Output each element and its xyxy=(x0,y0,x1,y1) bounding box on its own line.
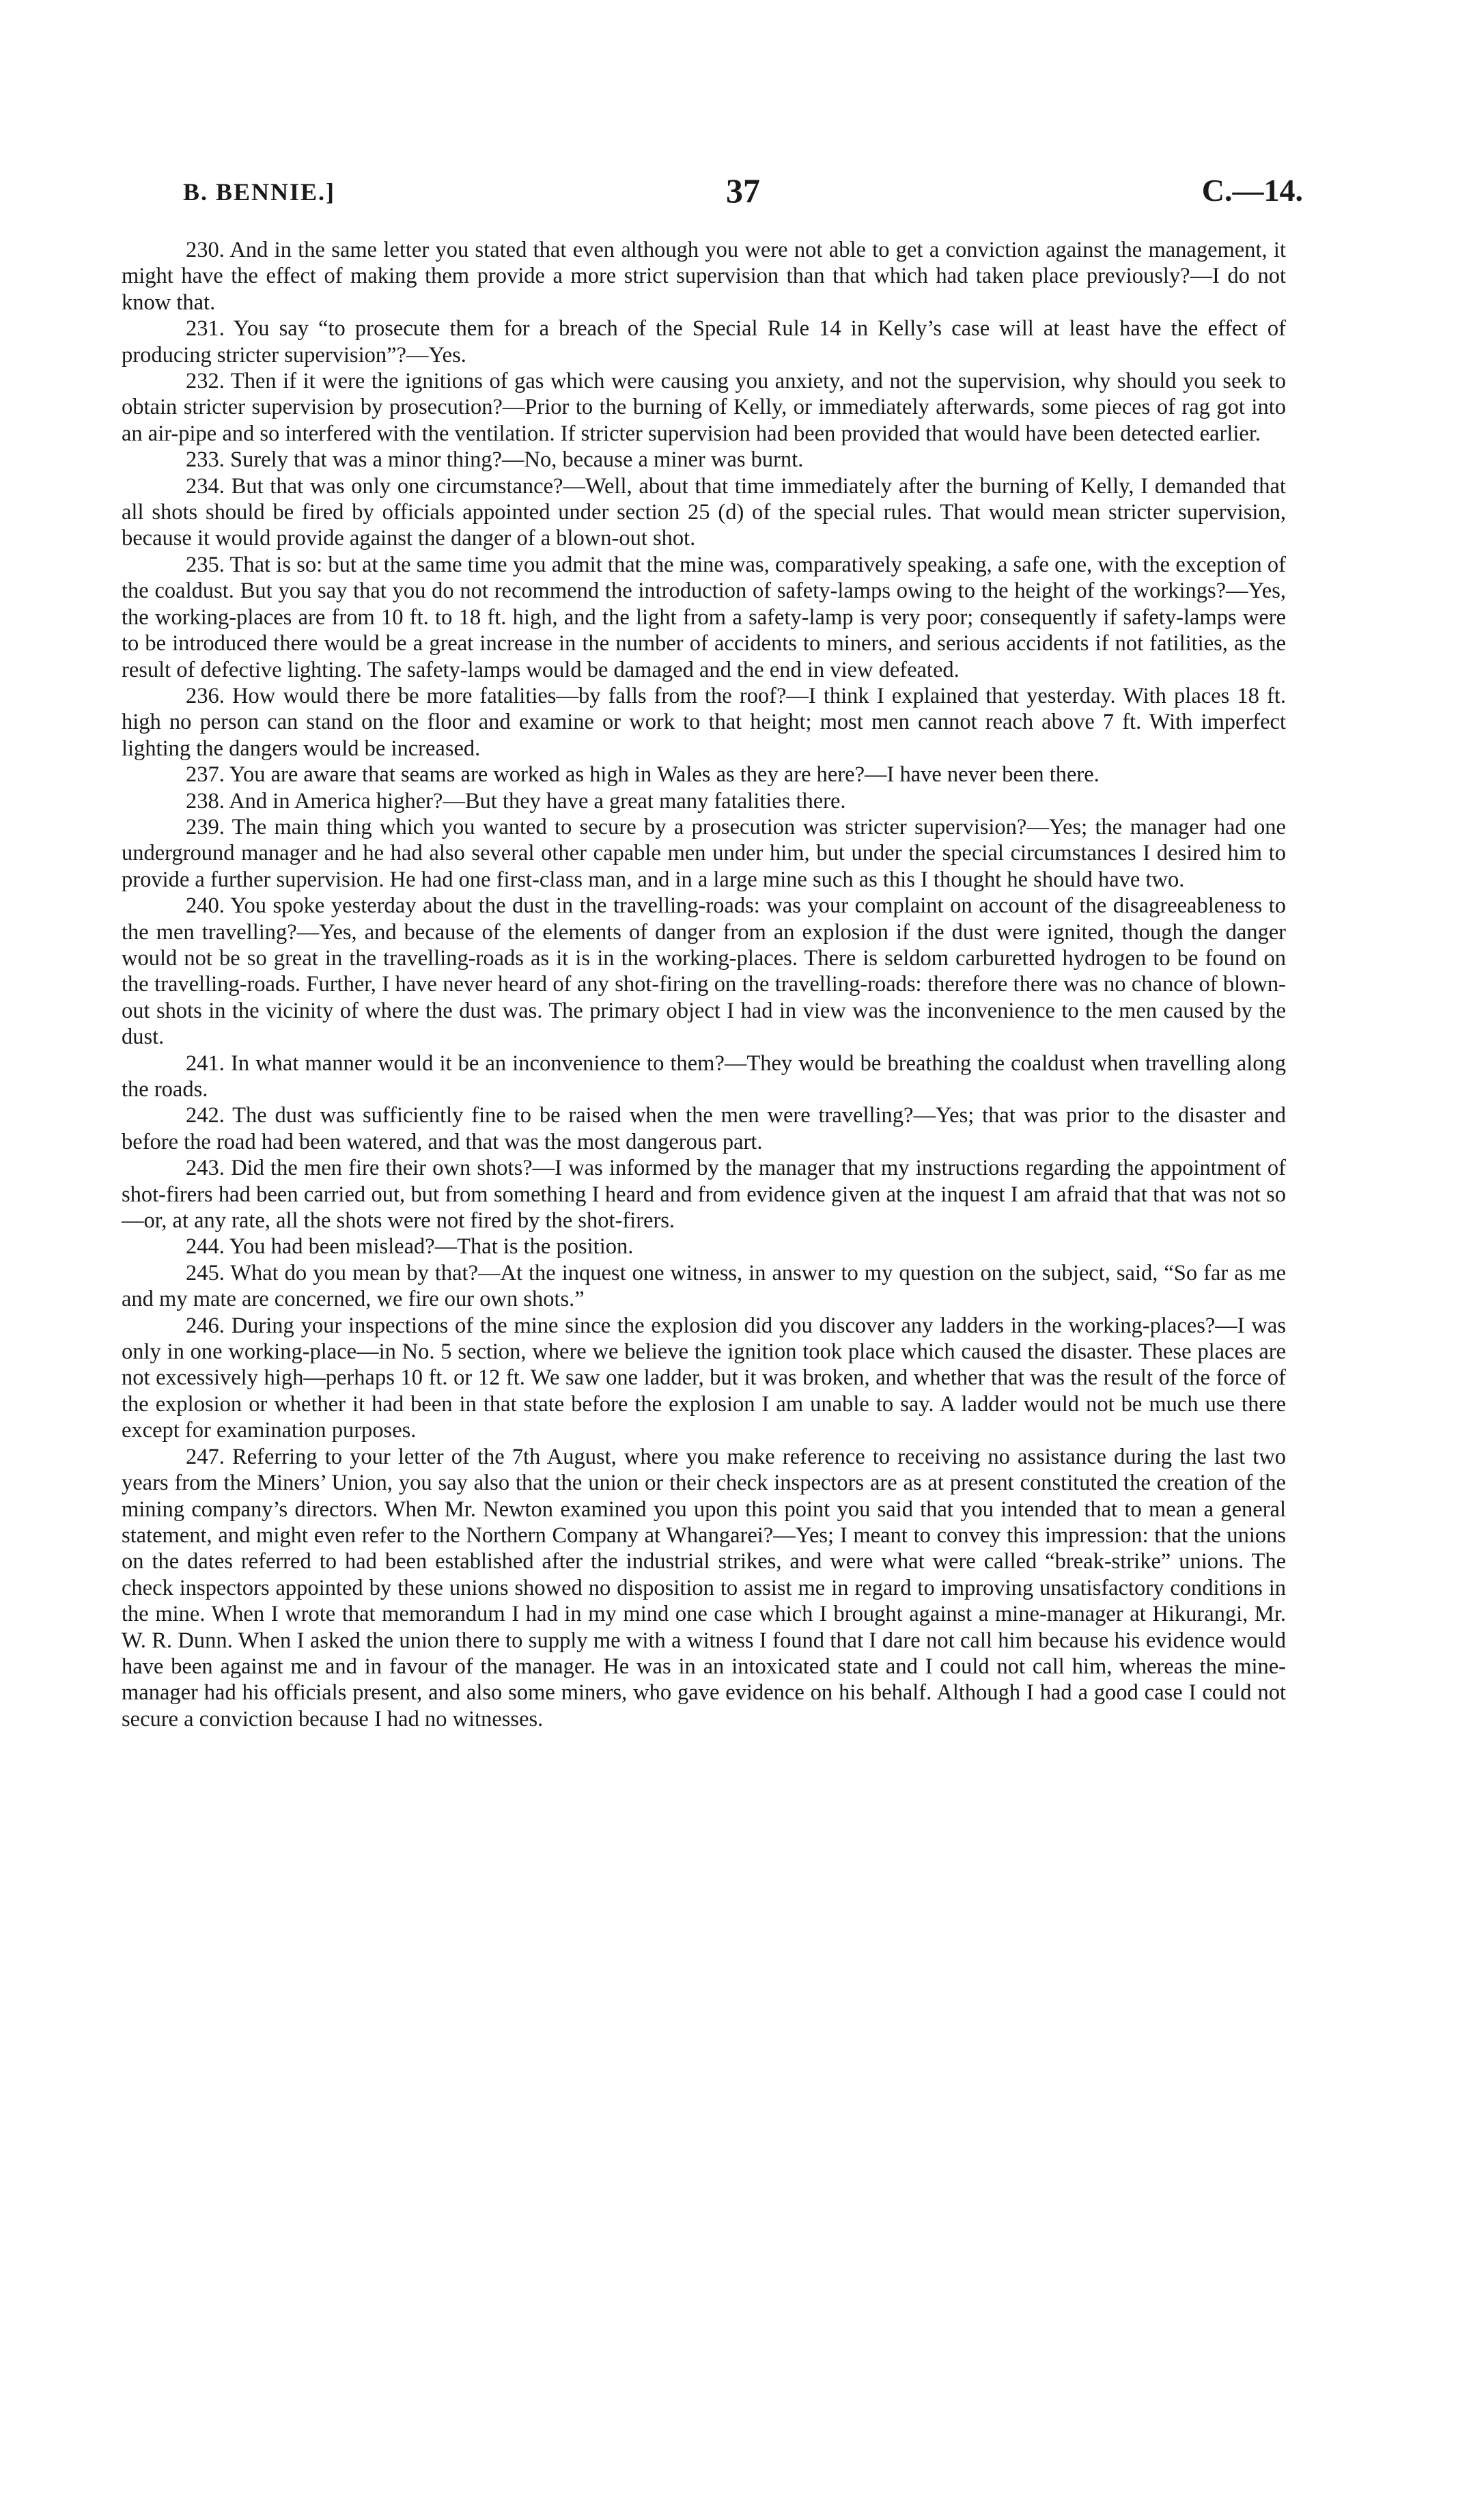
paragraph-244: 244. You had been mislead?—That is the position. xyxy=(186,1234,634,1260)
paragraph-238: 238. And in America higher?—But they have a great many fatalities there. xyxy=(186,788,846,813)
page-number: 37 xyxy=(726,171,760,210)
document-reference: C.—14. xyxy=(1201,173,1303,208)
paragraph-231: 231. You say “to prosecute them for a breach of the Special Rule 14 in Kelly’s case will at least have the effect of producing stricter supervision”?—Yes. xyxy=(122,316,1286,367)
paragraph-232: 232. Then if it were the ignitions of gas which were causing you anxiety, and not the supervision, why should you seek to obtain stricter supervision by prosecution?—Prior to the burning of Kelly, or immediately afterwards, some pieces of rag got into an air-pipe and so interfered with the ventilation. If stricter supervision had been provided that would have been detected earlier. xyxy=(122,369,1286,446)
paragraph-236: 236. How would there be more fatalities—by falls from the roof?—I think I explained that yesterday. With places 18 ft. high no person can stand on the floor and examine or work to that height; most men cannot reach above 7 ft. With imperfect lighting the dangers would be increased. xyxy=(122,683,1286,761)
page-header xyxy=(183,171,1303,219)
paragraph-237: 237. You are aware that seams are worked as high in Wales as they are here?—I have never been there. xyxy=(186,762,1100,788)
paragraph-234: 234. But that was only one circumstance?—Well, about that time immediately after the burning of Kelly, I demanded that all shots should be fired by officials appointed under section 25 (d) of the special rules. That would mean stricter supervision, because it would provide against the danger of a blown-out shot. xyxy=(122,473,1286,551)
paragraph-243: 243. Did the men fire their own shots?—I was informed by the manager that my instructions regarding the appointment of shot-firers had been carried out, but from something I heard and from evidence given at the inquest I am afraid that that was not so—or, at any rate, all the shots were not fired by the shot-firers. xyxy=(122,1156,1286,1234)
testimony-body xyxy=(122,237,1286,1732)
paragraph-245: 245. What do you mean by that?—At the inquest one witness, in answer to my question on the subject, said, “So far as me and my mate are concerned, we fire our own shots.” xyxy=(122,1260,1286,1312)
paragraph-230: 230. And in the same letter you stated that even although you were not able to get a conviction against the management, it might have the effect of making them provide a more strict supervision than that which had taken place previously?—I do not know that. xyxy=(122,238,1286,315)
paragraph-241: 241. In what manner would it be an inconvenience to them?—They would be breathing the coaldust when travelling along the roads. xyxy=(122,1051,1286,1102)
paragraph-242: 242. The dust was sufficiently fine to be raised when the men were travelling?—Yes; that was prior to the disaster and before the road had been watered, and that was the most dangerous part. xyxy=(122,1103,1286,1154)
paragraph-235: 235. That is so: but at the same time you admit that the mine was, comparatively speaking, a safe one, with the exception of the coaldust. But you say that you do not recommend the introduction of safety-lamps owing to the height of the workings?—Yes, the working-places are from 10 ft. to 18 ft. high, and the light from a safety-lamp is very poor; consequently if safety-lamps were to be introduced there would be a great increase in the number of accidents to miners, and serious accidents if not fatilities, as the result of defective lighting. The safety-lamps would be damaged and the end in view defeated. xyxy=(122,552,1286,682)
paragraph-246: 246. During your inspections of the mine since the explosion did you discover any ladders in the working-places?—I was only in one working-place—in No. 5 section, where we believe the ignition took place which caused the disaster. These places are not excessively high—perhaps 10 ft. or 12 ft. We saw one ladder, but it was broken, and whether that was the result of the force of the explosion or whether it had been in that state before the explosion I am unable to say. A ladder would not be much use there except for examination purposes. xyxy=(122,1313,1286,1443)
paragraph-240: 240. You spoke yesterday about the dust in the travelling-roads: was your complaint on account of the disagreeableness to the men travelling?—Yes, and because of the elements of danger from an explosion if the dust were ignited, though the danger would not be so great in the travelling-roads as it is in the working-places. There is seldom carburetted hydrogen to be found on the travelling-roads. Further, I have never heard of any shot-firing on the travelling-roads: therefore there was no chance of blown-out shots in the vicinity of where the dust was. The primary object I had in view was the inconvenience to the men caused by the dust. xyxy=(122,893,1286,1050)
paragraph-233: 233. Surely that was a minor thing?—No, because a miner was burnt. xyxy=(186,447,804,473)
paragraph-247: 247. Referring to your letter of the 7th August, where you make reference to receiving no assistance during the last two years from the Miners’ Union, you say also that the union or their check inspectors are as at present constituted the creation of the mining company’s directors. When Mr. Newton examined you upon this point you said that you intended that to mean a general statement, and might even refer to the Northern Company at Whangarei?—Yes; I meant to convey this impression: that the unions on the dates referred to had been established after the industrial strikes, and were what were called “break-strike” unions. The check inspectors appointed by these unions showed no disposition to assist me in regard to improving unsatisfactory conditions in the mine. When I wrote that memorandum I had in my mind one case which I brought against a mine-manager at Hikurangi, Mr. W. R. Dunn. When I asked the union there to supply me with a witness I found that I dare not call him because his evidence would have been against me and in favour of the manager. He was in an intoxicated state and I could not call him, whereas the mine-manager had his officials present, and also some miners, who gave evidence on his behalf. Although I had a good case I could not secure a conviction because I had no witnesses. xyxy=(122,1444,1286,1732)
witness-name-header: B. BENNIE.] xyxy=(183,178,336,206)
paragraph-239: 239. The main thing which you wanted to secure by a prosecution was stricter supervision?—Yes; the manager had one underground manager and he had also several other capable men under him, but under the special circumstances I desired him to provide a further supervision. He had one first-class man, and in a large mine such as this I thought he should have two. xyxy=(122,814,1286,892)
